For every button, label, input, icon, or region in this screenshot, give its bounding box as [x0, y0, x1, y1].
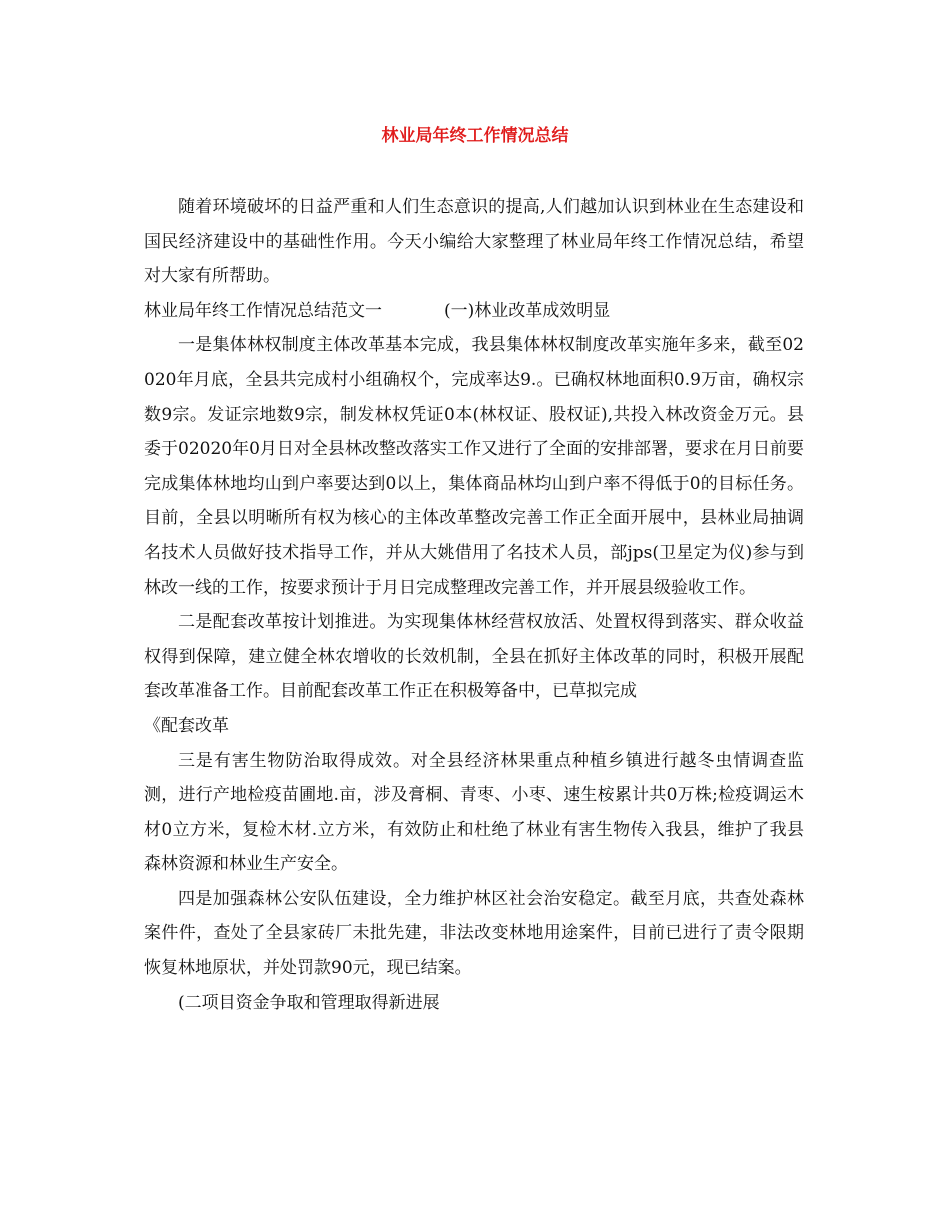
document-title: 林业局年终工作情况总结	[381, 126, 569, 146]
paragraph-forest-rights-reform: 一是集体林权制度主体改革基本完成，我县集体林权制度改革实施年多来，截至02020年月底，全县共完成村小组确权个，完成率达9.。已确权林地面积0.9万亩，确权宗数9宗。发证宗地数9宗，制发林权凭证0本(林权证、股权证),共投入林改资金万元。县委于02020年0月日对全县林改整改落实工作又进行了全面的安排部署，要求在月日前要完成集体林地均山到户率要达到0以上，集体商品林均山到户率不得低于0的目标任务。目前，全县以明晰所有权为核心的主体改革整改完善工作正全面开展中，县林业局抽调名技术人员做好技术指导工作，并从大姚借用了名技术人员，部jps(卫星定为仪)参与到林改一线的工作，按要求预计于月日完成整理改完善工作，并开展县级验收工作。	[144, 335, 804, 598]
paragraph-forest-police: 四是加强森林公安队伍建设，全力维护林区社会治安稳定。截至月底，共查处森林案件件，查处了全县家砖厂未批先建，非法改变林地用途案件，目前已进行了责令限期恢复林地原状，并处罚款90元，现已结案。	[144, 888, 804, 979]
paragraph-supporting-reform: 二是配套改革按计划推进。为实现集体林经营权放活、处置权得到落实、群众收益权得到保障，建立健全林农增收的长效机制，全县在抓好主体改革的同时，积极开展配套改革准备工作。目前配套改革工作正在积极筹备中，已草拟完成	[144, 612, 804, 702]
section-1-heading: (一)林业改革成效明显	[444, 300, 611, 321]
paragraph-supporting-reform-tail: 《配套改革	[144, 715, 229, 736]
intro-paragraph: 随着环境破坏的日益严重和人们生态意识的提高,人们越加认识到林业在生态建设和国民经济建设中的基础性作用。今天小编给大家整理了林业局年终工作情况总结，希望对大家有所帮助。	[144, 197, 804, 287]
section-heading-line	[144, 294, 804, 329]
report-subtitle: 林业局年终工作情况总结范文一	[144, 300, 382, 321]
section-2-heading: (二项目资金争取和管理取得新进展	[178, 992, 440, 1013]
document-body	[144, 190, 804, 1020]
paragraph-pest-control: 三是有害生物防治取得成效。对全县经济林果重点种植乡镇进行越冬虫情调查监测，进行产地检疫苗圃地.亩，涉及膏桐、青枣、小枣、速生桉累计共0万株;检疫调运木材0立方米，复检木材.立方米，有效防止和杜绝了林业有害生物传入我县，维护了我县森林资源和林业生产安全。	[144, 750, 804, 875]
